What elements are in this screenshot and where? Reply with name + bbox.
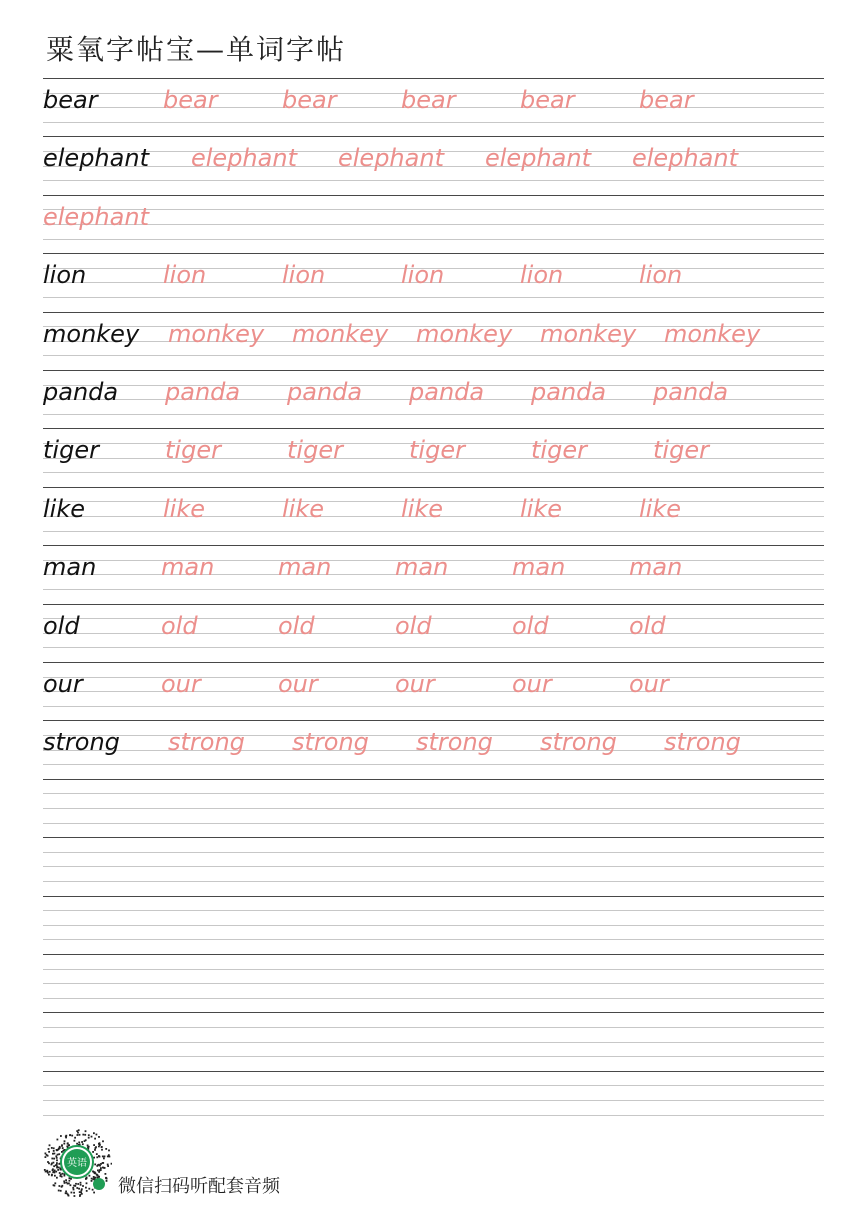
trace-word: old xyxy=(629,611,666,640)
trace-word: man xyxy=(161,553,215,582)
trace-word: man xyxy=(395,553,449,582)
model-word: like xyxy=(43,494,85,523)
trace-word: panda xyxy=(653,378,729,406)
trace-word: lion xyxy=(639,261,683,290)
trace-word: monkey xyxy=(664,319,761,348)
trace-word: man xyxy=(629,553,683,582)
trace-word: strong xyxy=(540,728,617,757)
trace-word: old xyxy=(395,611,432,640)
model-word: panda xyxy=(43,378,119,406)
model-word: tiger xyxy=(43,436,99,465)
trace-word: lion xyxy=(163,261,207,290)
trace-word: monkey xyxy=(292,319,389,348)
footer xyxy=(42,1128,342,1198)
footer-caption: 微信扫码听配套音频 xyxy=(118,1176,280,1197)
trace-word: tiger xyxy=(409,436,465,465)
trace-word: man xyxy=(512,553,566,582)
trace-word: old xyxy=(278,611,315,640)
trace-word: bear xyxy=(520,86,575,114)
trace-word: old xyxy=(161,611,198,640)
trace-word: our xyxy=(161,670,201,698)
model-word: elephant xyxy=(43,144,149,173)
qr-badge-label: 英语 xyxy=(67,1158,87,1169)
trace-word: bear xyxy=(282,86,337,114)
trace-word: like xyxy=(639,494,681,523)
trace-word: tiger xyxy=(287,436,343,465)
trace-word: lion xyxy=(520,261,564,290)
trace-word: man xyxy=(278,553,332,582)
trace-word: strong xyxy=(664,728,741,757)
trace-word: old xyxy=(512,611,549,640)
trace-word: strong xyxy=(416,728,493,757)
trace-word: our xyxy=(278,670,318,698)
trace-word: bear xyxy=(401,86,456,114)
trace-word: lion xyxy=(401,261,445,290)
trace-word: our xyxy=(395,670,435,698)
trace-word: panda xyxy=(531,378,607,406)
trace-word: monkey xyxy=(540,319,637,348)
model-word: our xyxy=(43,670,83,698)
model-word: strong xyxy=(43,728,120,757)
trace-word: panda xyxy=(165,378,241,406)
page-title: 粟氧字帖宝—单词字帖 xyxy=(46,33,347,66)
trace-word: elephant xyxy=(632,144,738,173)
qr-code-icon[interactable] xyxy=(42,1128,112,1198)
trace-word: tiger xyxy=(653,436,709,465)
trace-word: strong xyxy=(168,728,245,757)
model-word: man xyxy=(43,553,97,582)
model-word: lion xyxy=(43,261,87,290)
qr-corner-badge-icon xyxy=(93,1178,105,1190)
trace-word: tiger xyxy=(165,436,221,465)
trace-word: elephant xyxy=(485,144,591,173)
trace-word: monkey xyxy=(416,319,513,348)
trace-word: elephant xyxy=(191,144,297,173)
trace-word: panda xyxy=(287,378,363,406)
model-word: monkey xyxy=(43,319,140,348)
trace-word: like xyxy=(282,494,324,523)
trace-word: panda xyxy=(409,378,485,406)
trace-word: like xyxy=(520,494,562,523)
trace-word: our xyxy=(629,670,669,698)
trace-word: elephant xyxy=(338,144,444,173)
trace-word: bear xyxy=(639,86,694,114)
model-word: bear xyxy=(43,86,98,114)
trace-word: strong xyxy=(292,728,369,757)
trace-word: elephant xyxy=(43,202,149,231)
trace-word: tiger xyxy=(531,436,587,465)
trace-word: like xyxy=(163,494,205,523)
trace-word: like xyxy=(401,494,443,523)
trace-word: bear xyxy=(163,86,218,114)
model-word: old xyxy=(43,611,80,640)
trace-word: our xyxy=(512,670,552,698)
trace-word: monkey xyxy=(168,319,265,348)
trace-word: lion xyxy=(282,261,326,290)
